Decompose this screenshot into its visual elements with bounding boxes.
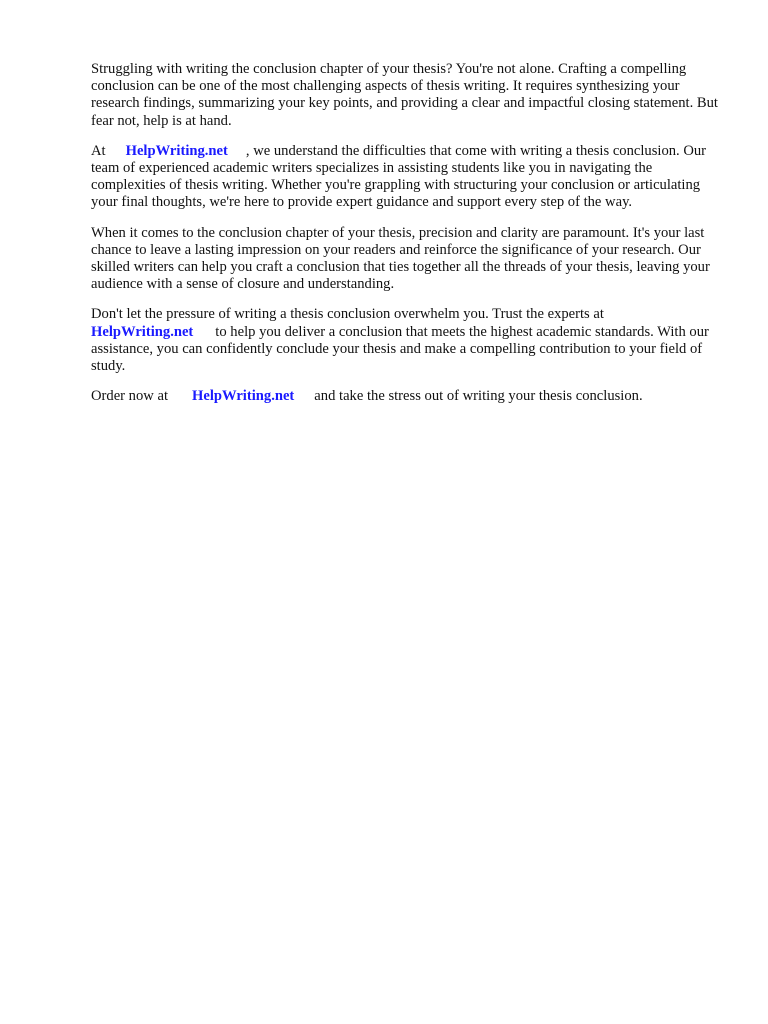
helpwriting-link-2[interactable]: HelpWriting.net (91, 323, 194, 340)
paragraph-trust-text: to help you deliver a conclusion that meets the highest academic standards. With our assistance, you can confidently conclude your thesis and make a compelling contribution to your field of study. (91, 323, 709, 375)
paragraph-trust (91, 306, 723, 375)
paragraph-about-lead: At (91, 142, 106, 159)
paragraph-intro: Struggling with writing the conclusion chapter of your thesis? You're not alone. Crafting a compelling conclusion can be one of the most challenging aspects of thesis writing. It requires synthesizing your research findings, summarizing your key points, and providing a clear and impactful closing statement. But fear not, help is at hand. (91, 61, 718, 129)
paragraph-order (91, 388, 723, 405)
paragraph-about-text: , we understand the difficulties that come with writing a thesis conclusion. Our team of experienced academic writers specializes in assisting students like you in navigating the complexities of thesis writing. Whether you're grappling with structuring your conclusion or articulating your final thoughts, we're here to provide expert guidance and support every step of the way. (91, 142, 707, 211)
paragraph-trust-lead: Don't let the pressure of writing a thesis conclusion overwhelm you. Trust the experts at (91, 306, 604, 323)
paragraph-about (91, 143, 723, 212)
paragraph-precision: When it comes to the conclusion chapter of your thesis, precision and clarity are paramount. It's your last chance to leave a lasting impression on your readers and reinforce the significance of your research. Our skilled writers can help you craft a conclusion that ties together all the threads of your thesis, leaving your audience with a sense of closure and understanding. (91, 224, 710, 293)
paragraph-order-lead: Order now at (91, 388, 168, 405)
helpwriting-link-1[interactable]: HelpWriting.net (125, 142, 228, 159)
helpwriting-link-3[interactable]: HelpWriting.net (192, 388, 295, 405)
document-body (91, 61, 723, 418)
paragraph-order-text: and take the stress out of writing your thesis conclusion. (314, 388, 643, 405)
